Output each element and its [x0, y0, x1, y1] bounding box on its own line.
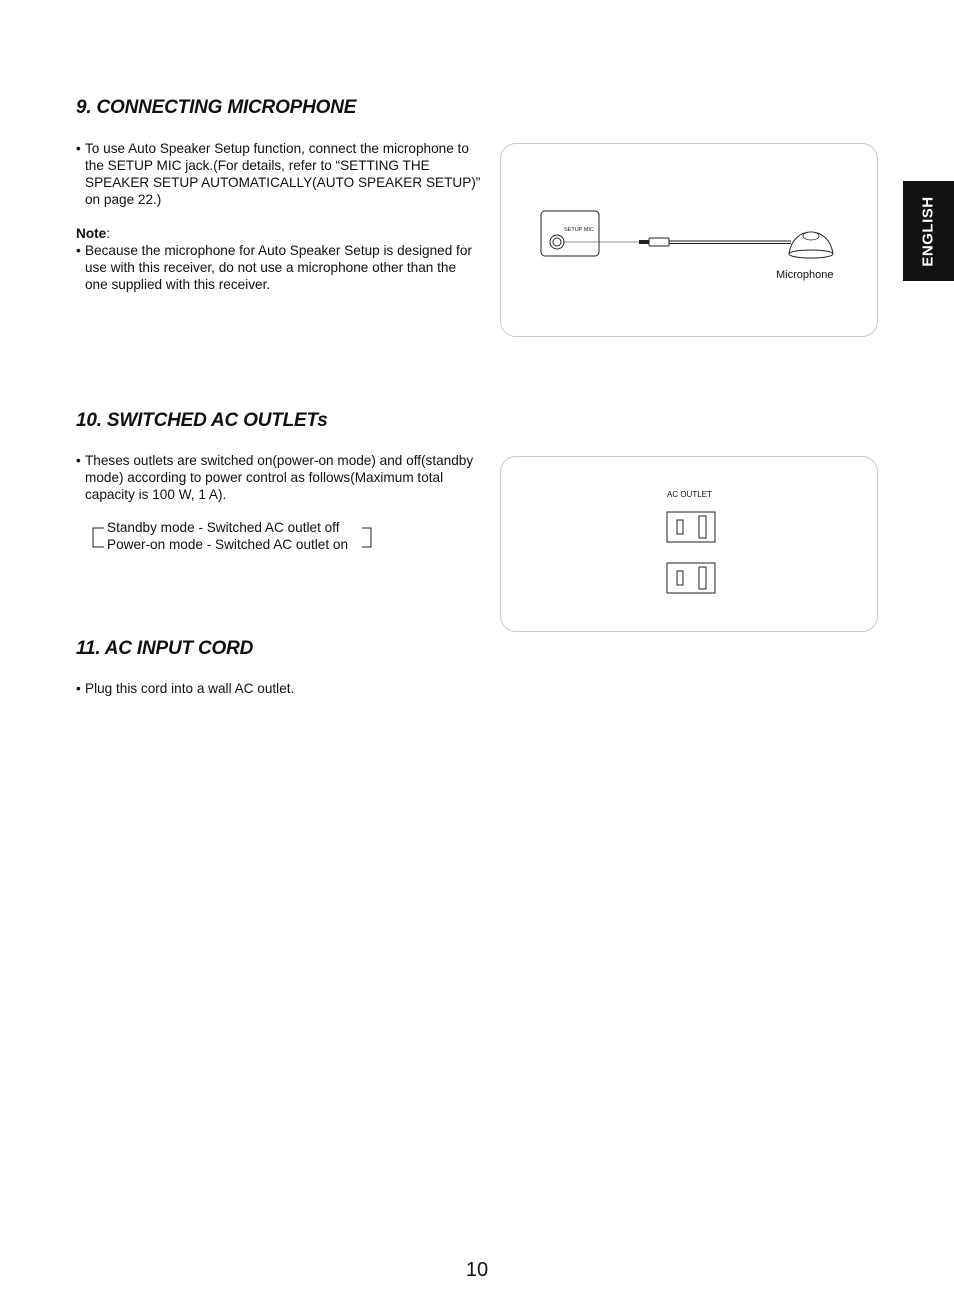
section-10-bullet: [76, 452, 481, 503]
note-label: Note: [76, 226, 107, 241]
bullet-mark: •: [76, 243, 81, 258]
mode-poweron-text: Power-on mode - Switched AC outlet on: [107, 537, 349, 552]
ac-outlet-icon: [667, 512, 715, 542]
section-10-title: 10. SWITCHED AC OUTLETs: [76, 410, 328, 431]
mic-plug-icon: [639, 240, 649, 244]
section-9-title: 9. CONNECTING MICROPHONE: [76, 97, 357, 118]
note-bullet-text: Because the microphone for Auto Speaker Setup is designed for use with this receiver, do not use a microphone other than the one supplied with this receiver.: [85, 243, 472, 292]
language-tab: [903, 181, 954, 281]
section-11-bullet: [76, 680, 481, 697]
bullet-mark: •: [76, 453, 81, 468]
section-10-bullet-text: Theses outlets are switched on(power-on mode) and off(standby mode) according to power control as follows(Maximum total capacity is 100 W, 1 A).: [85, 453, 474, 502]
ac-outlet-diagram-panel: [500, 456, 878, 632]
receiver-panel: [541, 211, 599, 256]
setup-mic-label: SETUP MIC: [564, 227, 594, 233]
ac-outlet-diagram: [501, 457, 877, 631]
microphone-diagram: [501, 144, 877, 336]
note-block: Note:: [76, 226, 110, 241]
microphone-diagram-panel: [500, 143, 878, 337]
bullet-mark: •: [76, 681, 81, 696]
language-tab-label: ENGLISH: [920, 195, 937, 267]
microphone-label: Microphone: [776, 269, 834, 281]
mode-bracket: [92, 519, 372, 553]
section-10-body: [76, 452, 481, 503]
bullet-mark: •: [76, 141, 81, 156]
ac-outlet-label: AC OUTLET: [667, 490, 712, 499]
note-bullet: [76, 242, 481, 293]
section-11-body: [76, 680, 481, 697]
page-number: 10: [465, 1259, 489, 1281]
mic-jack-icon: [550, 235, 564, 249]
section-9-bullet: [76, 140, 481, 208]
mode-standby-text: Standby mode - Switched AC outlet off: [107, 520, 340, 535]
section-9-body: [76, 140, 481, 293]
section-11-bullet-text: Plug this cord into a wall AC outlet.: [85, 681, 295, 696]
section-11-title: 11. AC INPUT CORD: [76, 638, 254, 659]
section-9-bullet-text: To use Auto Speaker Setup function, connect the microphone to the SETUP MIC jack.(For details, refer to “SETTING THE SPEAKER SETUP AUTOMATICALLY(AUTO SPEAKER SETUP)” on page 22.): [85, 141, 481, 207]
ac-outlet-icon: [667, 563, 715, 593]
